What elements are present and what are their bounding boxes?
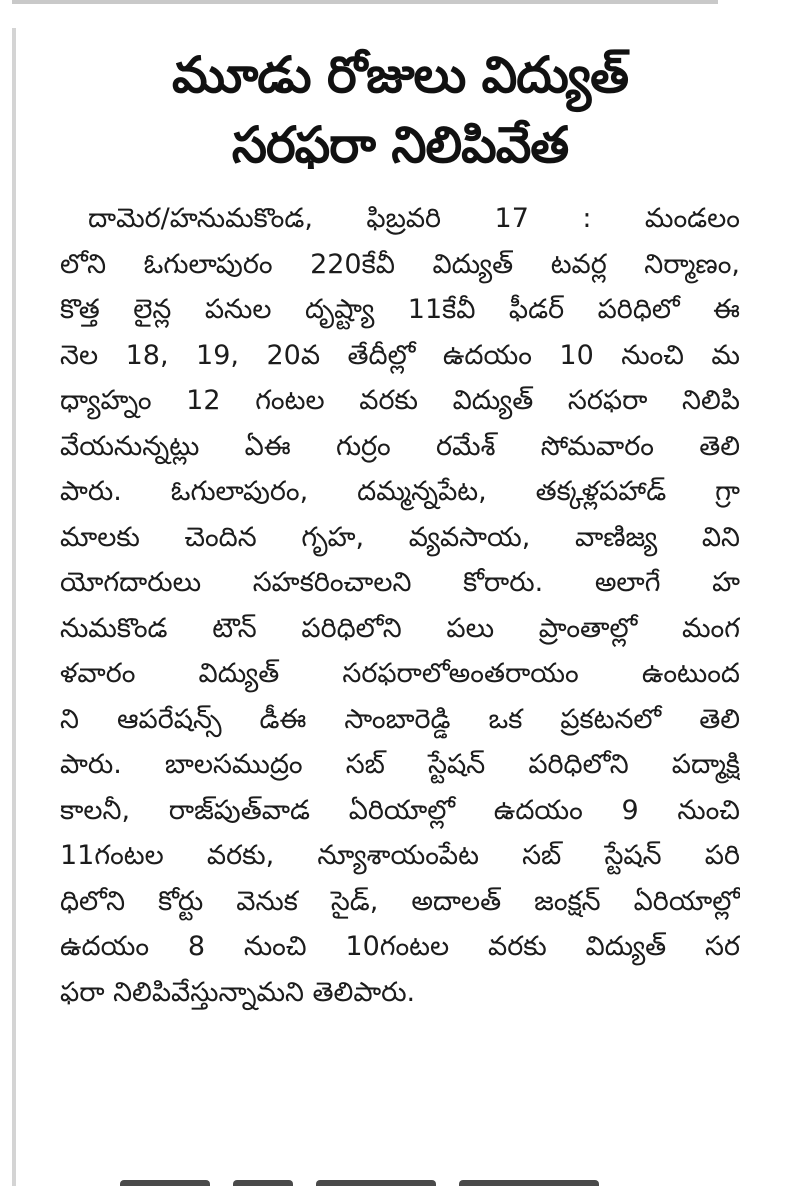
- article-body: [60, 196, 740, 1015]
- body-line: లోని ఓగులాపురం 220కేవీ విద్యుత్ టవర్ల నిర్మాణం,: [60, 248, 740, 280]
- body-line: ళవారం విద్యుత్ సరఫరాలోఅంతరాయం ఉంటుంద: [60, 658, 740, 689]
- body-line: ధ్యాహ్నం 12 గంటల వరకు విద్యుత్ సరఫరా నిలిపి: [60, 385, 740, 416]
- body-line: పారు. బాలసముద్రం సబ్ స్టేషన్ పరిధిలోని పద్మాక్షి: [60, 749, 740, 780]
- cut-off-glyphs: [233, 1180, 293, 1186]
- cut-off-glyphs: [459, 1180, 599, 1186]
- body-line: మాలకు చెందిన గృహ, వ్యవసాయ, వాణిజ్య విని: [60, 521, 740, 553]
- body-line: దామెర/హనుమకొండ, ఫిబ్రవరి 17 : మండలం: [88, 203, 740, 234]
- next-article-cut-off-text: [120, 1172, 650, 1186]
- body-line: ఫరా నిలిపివేస్తున్నామని తెలిపారు.: [60, 976, 416, 1008]
- top-column-rule: [12, 0, 718, 4]
- headline: [60, 40, 740, 180]
- body-line: వేయనున్నట్లు ఏఈ గుర్రం రమేశ్ సోమవారం తెలి: [60, 430, 740, 462]
- news-article: [60, 40, 740, 1015]
- headline-line-2: సరఫరా నిలిపివేత: [231, 116, 569, 174]
- left-column-rule: [12, 28, 16, 1186]
- body-line: ధిలోని కోర్టు వెనుక సైడ్, అదాలత్ జంక్షన్ ఏరియాల్లో: [60, 885, 740, 917]
- cut-off-glyphs: [316, 1180, 436, 1186]
- body-line: ని ఆపరేషన్స్ డీఈ సాంబారెడ్డి ఒక ప్రకటనలో తెలి: [60, 703, 740, 735]
- body-line: కొత్త లైన్ల పనుల దృష్ట్యా 11కేవీ ఫీడర్ పరిధిలో ఈ: [60, 294, 740, 325]
- body-line: నెల 18, 19, 20వ తేదీల్లో ఉదయం 10 నుంచి మ: [60, 339, 740, 371]
- body-line: ఉదయం 8 నుంచి 10గంటల వరకు విద్యుత్ సర: [60, 931, 740, 962]
- body-line: నుమకొండ టౌన్ పరిధిలోని పలు ప్రాంతాల్లో మంగ: [60, 612, 740, 644]
- headline-line-1: మూడు రోజులు విద్యుత్: [171, 46, 629, 104]
- cut-off-glyphs: [120, 1180, 210, 1186]
- body-line: పారు. ఓగులాపురం, దమ్మన్నపేట, తక్కళ్లపహాడ్ గ్రా: [60, 476, 740, 507]
- body-line: యోగదారులు సహకరించాలని కోరారు. అలాగే హ: [60, 567, 740, 598]
- body-line: కాలనీ, రాజ్‌పుత్‌వాడ ఏరియాల్లో ఉదయం 9 నుంచి: [60, 794, 740, 826]
- body-line: 11గంటల వరకు, న్యూశాయంపేట సబ్ స్టేషన్ పరి: [60, 840, 740, 871]
